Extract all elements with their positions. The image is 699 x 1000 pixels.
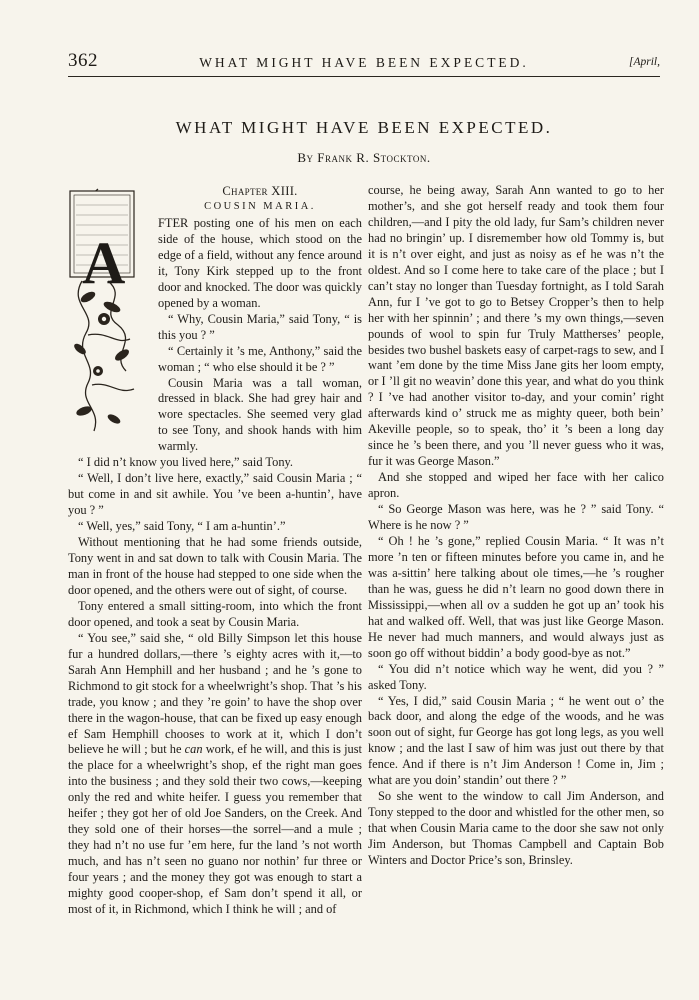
long-paragraph-start <box>68 631 362 918</box>
paragraph: “ So George Mason was here, was he ? ” said Tony. “ Where is he now ? ” <box>368 502 664 533</box>
left-column <box>68 183 362 918</box>
ornamental-dropcap <box>68 185 152 443</box>
running-title: WHAT MIGHT HAVE BEEN EXPECTED. <box>199 55 529 70</box>
right-column <box>368 183 664 869</box>
paragraph: Without mentioning that he had some friends outside, Tony went in and sat down to talk with Cousin Maria. The man in front of the house had stepped to one side when the door opened, and the others were out of sight, of course. <box>68 535 362 597</box>
page-number: 362 <box>68 50 98 71</box>
paragraph: “ Yes, I did,” said Cousin Maria ; “ he went out o’ the back door, and along the edge of the woods, and he was soon out of sight, fur George has got long legs, as you well know ; and the last I saw of him was just out there by that fence. And if there is n’t Jim Anderson ! Come in, Jim ; what are you doin’ standin’ out there ? ” <box>368 693 664 788</box>
paragraph: Cousin Maria was a tall woman, dressed in black. She had grey hair and wore spectacles. She seemed very glad to see Tony, and shook hands with him warmly. <box>158 375 362 454</box>
dropcap-ornament-icon <box>68 185 152 443</box>
paragraph: “ You did n’t notice which way he went, did you ? ” asked Tony. <box>368 661 664 692</box>
paragraph: “ Certainly it ’s me, Anthony,” said the woman ; “ who else should it be ? ” <box>158 343 362 374</box>
paragraph: And she stopped and wiped her face with her calico apron. <box>368 470 664 501</box>
dropcap-letter: A <box>82 230 126 296</box>
issue-month: [April, <box>629 56 660 68</box>
header-rule <box>68 76 660 77</box>
long-paragraph-continued: course, he being away, Sarah Ann wanted to go to her mother’s, and she got herself ready and took them four children,—and I pity the old lady, fur Sam’s children never had no bringin’ up. I disremember how old Tommy is, but it is n’t over eight, and just as noisy as ef he was n’t the oldest. And so I come here to take care of the place ; but I can’t stay no longer than Tuesday fortnight, as I told Sarah Ann, fur I ’ve got to go to Betsey Cropper’s then to help her with her spinnin’ ; and there ’s my own things,—seven pounds of wool to spin fur Truly Mattherses’ people, besides two bushel baskets easy of carpet-rags to sew, and I want ’em done by the time Miss Jane gits her loom empty, or I ’ll git no weavin’ done this year, and what do you think ? I ’ve had another visitor to-day, and your comin’ right afterwards kind o’ struck me as mighty queer, both bein’ Akeville people, so to speak, tho’ it ’s been a long day since he ’s been there, and you ’ll never guess who it was, fur it was George Mason.” <box>368 183 664 469</box>
running-header <box>68 50 660 76</box>
paragraph: So she went to the window to call Jim Anderson, and Tony stepped to the door and whistled for the other men, so that when Cousin Maria came to the door she saw not only Jim Anderson, but Thomas Campbell and Captain Bob Winters and Doctor Price’s son, Brinsley. <box>368 789 664 868</box>
long-text-a: “ You see,” said she, “ old Billy Simpson let this house fur a hundred dollars,—there ’s eighty acres with it,—to Sarah Ann Hemphill and her husband ; and he ’s gone to Richmond to git stock for a wheelwright’s shop. That ’s his trade, you know ; and they ’re goin’ to have the shop over there in the wagon-house, that can be fixed up easy enough ef Sam Hemphill chooses to work at it, which I don’t believe he will ; but he <box>68 630 362 757</box>
story-title: WHAT MIGHT HAVE BEEN EXPECTED. <box>175 118 553 137</box>
emphasized-word: can <box>184 742 203 757</box>
chapter-subheading: COUSIN MARIA. <box>204 201 316 212</box>
byline: By Frank R. Stockton. <box>297 150 431 165</box>
paragraph: “ Well, yes,” said Tony, “ I am a-huntin’.” <box>78 519 286 534</box>
paragraph: “ Why, Cousin Maria,” said Tony, “ is this you ? ” <box>158 311 362 342</box>
paragraph: Tony entered a small sitting-room, into which the front door opened, and took a seat by Cousin Maria. <box>68 598 362 629</box>
opening-text: FTER posting one of his men on each side of the house, which stood on the edge of a field, without any fence around it, Tony Kirk stepped up to the front door and knocked. The door was quickly opened by a woman. <box>158 216 362 310</box>
paragraph: “ I did n’t know you lived here,” said Tony. <box>78 455 294 470</box>
long-text-b: work, ef he will, and this is just the place for a wheelwright’s shop, ef the right man goes into the business ; and they sold their two cows,—keeping only the red and white heifer. I guess you remember that heifer ; they got her of old Joe Sanders, on the Creek. And they sold one of their horses—the sorrel—and a mule ; they had n’t no use fur ’em here, fur the land ’s not worth much, and has n’t seen no guano nor nothin’ fur three or four years ; and the money they got was enough to start a mighty good cooper-shop, ef Sam don’t spend it all, or most of it, in Richmond, which I think he will ; and of <box>68 742 362 916</box>
chapter-heading: Chapter XIII. <box>222 184 298 198</box>
paragraph: “ Well, I don’t live here, exactly,” said Cousin Maria ; “ but come in and sit awhile. You ’ve been a-huntin’, have you ? ” <box>68 471 362 518</box>
paragraph: “ Oh ! he ’s gone,” replied Cousin Maria. “ It was n’t more ’n ten or fifteen minutes before you came in, and he was a-sittin’ here talking about ole times,—he ’s rougher than he was, guess he did n’t learn no good down there in Mississippi,—when all ov a sudden he got up an’ took his hat and walked off. Well, that was just like George Mason. He never had much manners, and would always just as soon go off without biddin’ a body good-bye as not.” <box>368 533 664 660</box>
